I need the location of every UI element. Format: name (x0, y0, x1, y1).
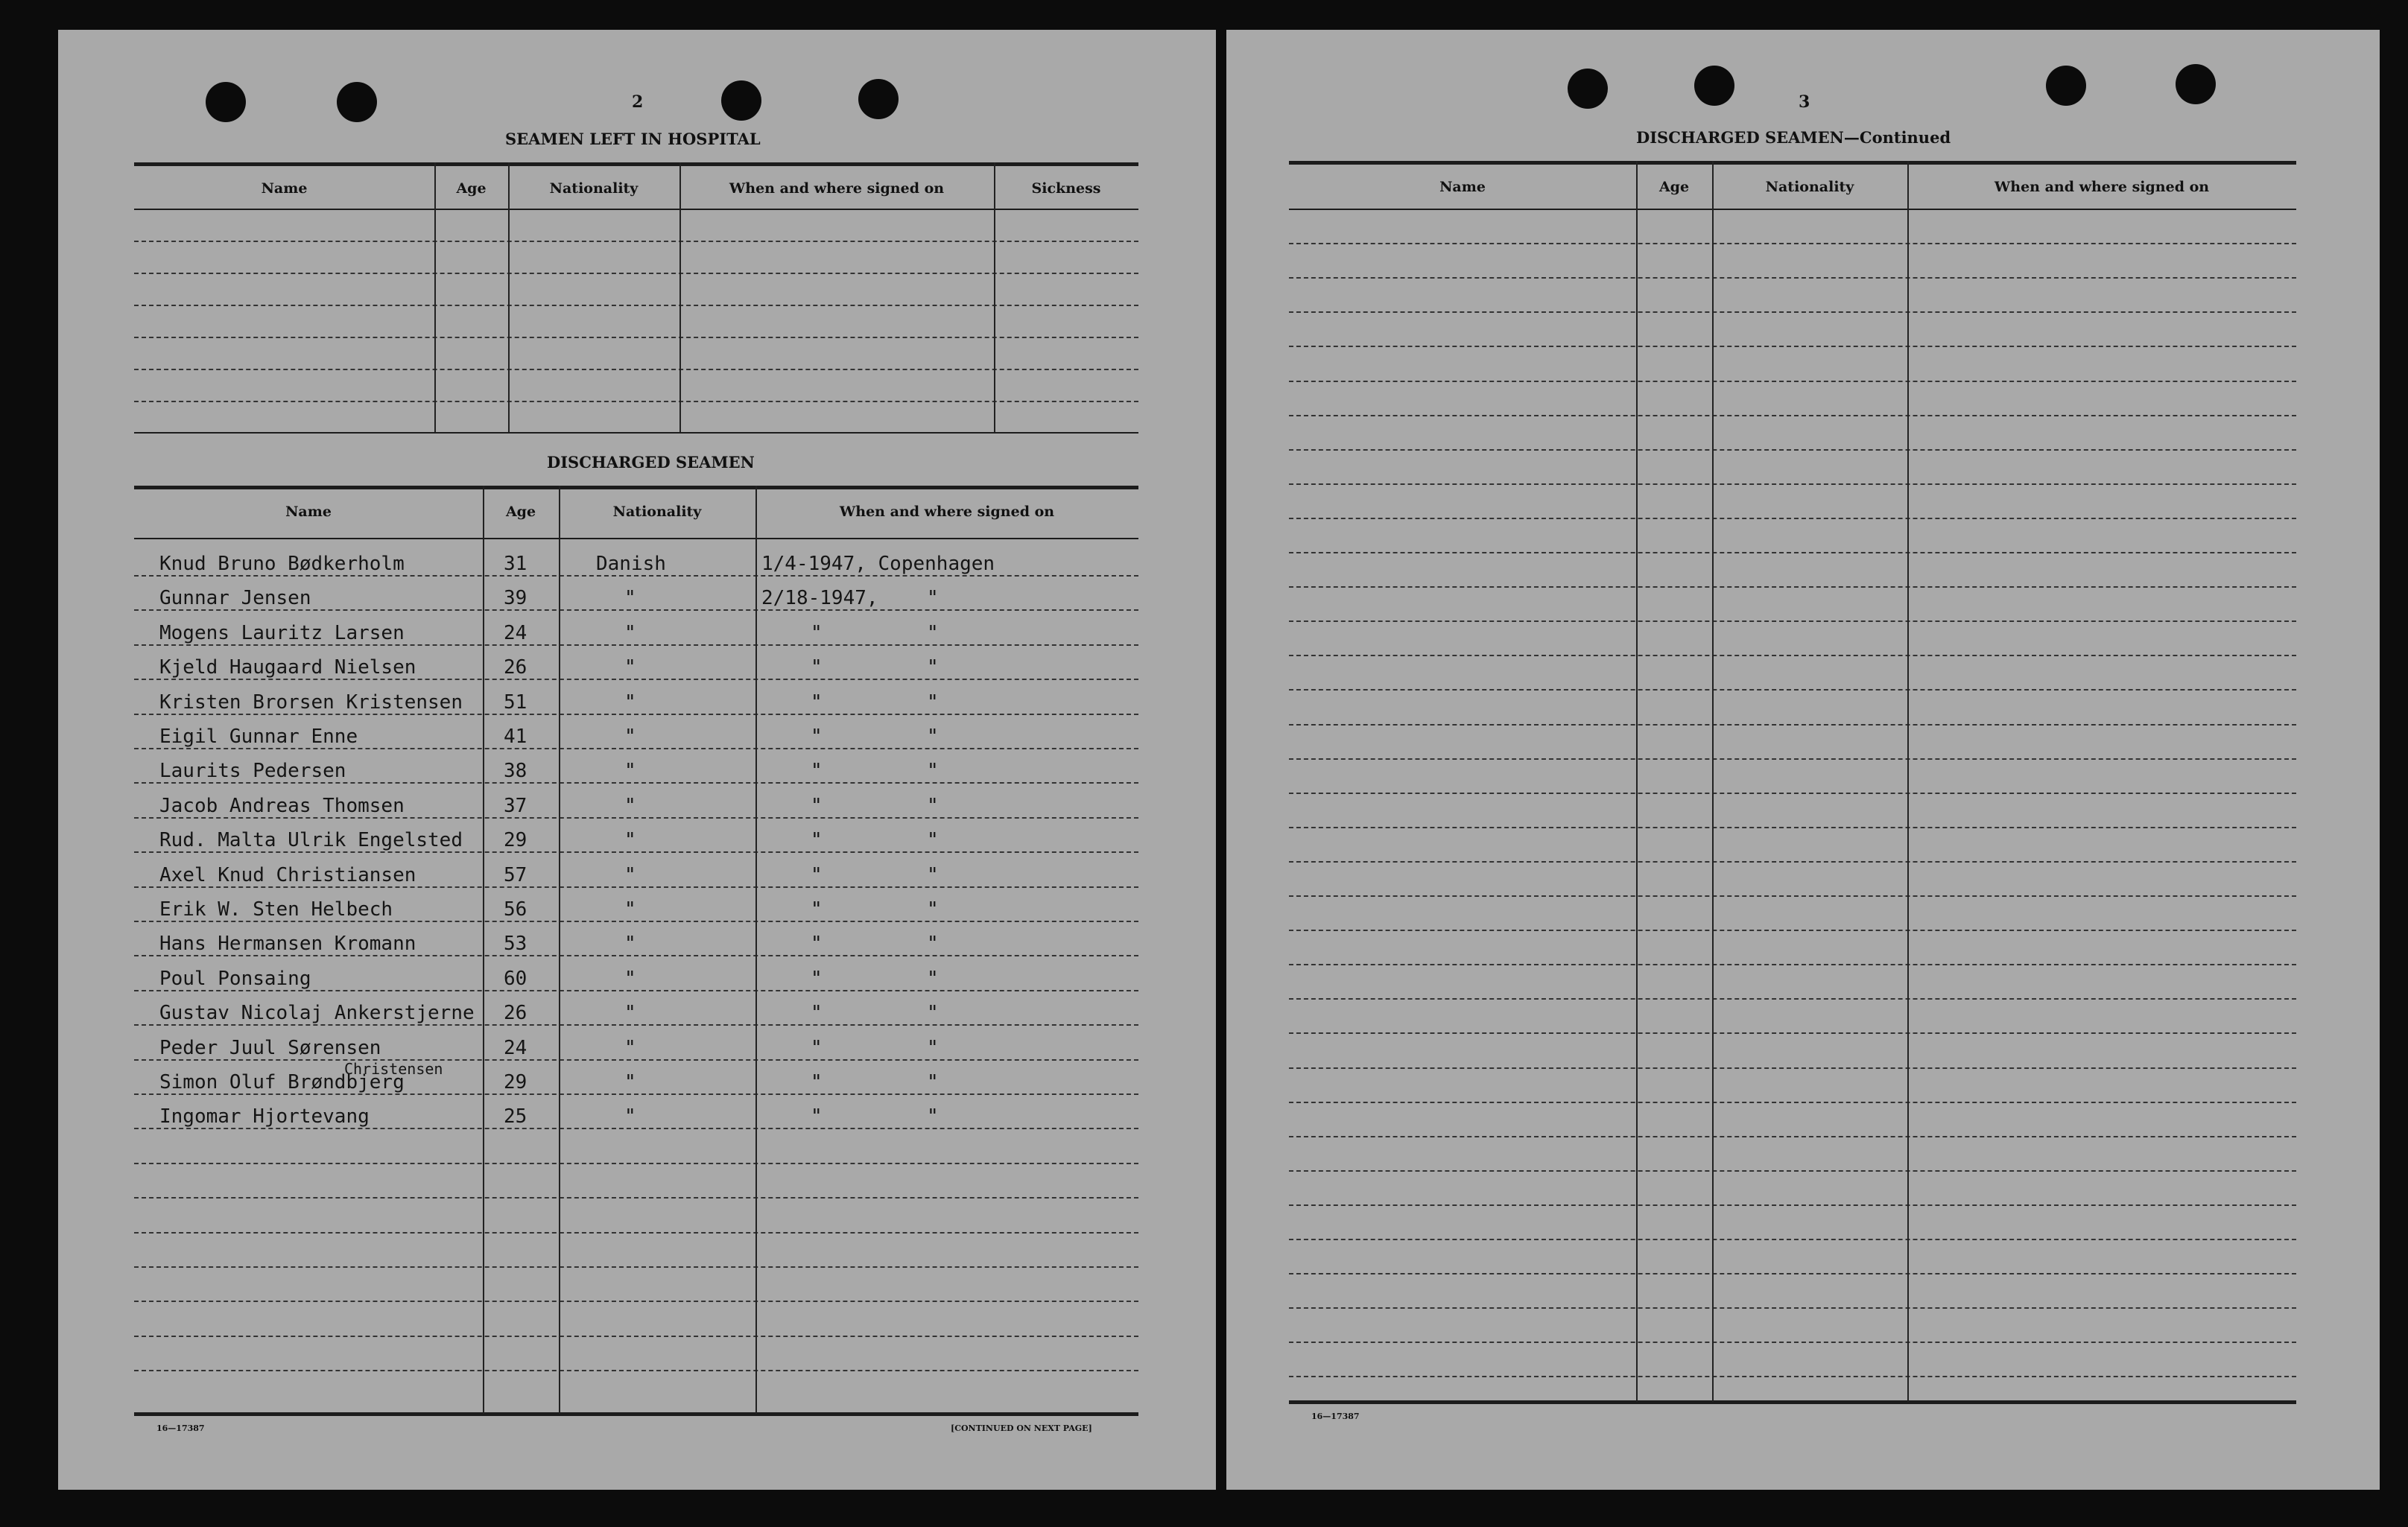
ruled-line (1289, 346, 2296, 347)
signed-on-place: " (927, 760, 939, 782)
ruled-line (134, 990, 1138, 991)
seaman-name: Jacob Andreas Thomsen (159, 795, 405, 817)
column-header-name: Name (261, 180, 308, 197)
continued-section-title: DISCHARGED SEAMEN—Continued (1636, 128, 1951, 147)
signed-on-date: " (811, 1037, 823, 1059)
ruled-line (134, 817, 1138, 819)
column-divider (755, 486, 757, 1414)
ruled-line (134, 1301, 1138, 1302)
punch-hole (2046, 66, 2086, 106)
seaman-age: 31 (504, 553, 527, 575)
ruled-line (134, 241, 1138, 242)
table-bottom-rule (134, 432, 1138, 434)
punch-hole (858, 79, 899, 119)
signed-on-date: " (811, 622, 823, 644)
ruled-line (1289, 620, 2296, 622)
ruled-line (1289, 1102, 2296, 1103)
ruled-line (1289, 415, 2296, 416)
seaman-age: 41 (504, 726, 527, 748)
ruled-line (134, 337, 1138, 338)
seaman-name: Ingomar Hjortevang (159, 1105, 370, 1128)
punch-hole (721, 80, 761, 121)
seaman-nationality: " (624, 622, 636, 644)
ruled-line (1289, 1273, 2296, 1274)
continued-note: [CONTINUED ON NEXT PAGE] (951, 1423, 1092, 1433)
left-page (58, 30, 1216, 1490)
ruled-line (1289, 1342, 2296, 1343)
seaman-name: Eigil Gunnar Enne (159, 726, 358, 748)
signed-on-date: " (811, 933, 823, 955)
ruled-line (134, 644, 1138, 646)
ruled-line (134, 955, 1138, 956)
ruled-line (1289, 1136, 2296, 1137)
column-divider (483, 486, 484, 1414)
ruled-line (1289, 861, 2296, 863)
ruled-line (1289, 1239, 2296, 1240)
signed-on-place: " (927, 1037, 939, 1059)
seaman-age: 37 (504, 795, 527, 817)
seaman-name: Poul Ponsaing (159, 968, 311, 990)
table-top-rule (134, 162, 1138, 166)
punch-hole (206, 82, 246, 122)
column-divider (508, 162, 510, 432)
ruled-line (1289, 483, 2296, 485)
name-annotation: Christensen (344, 1060, 443, 1078)
column-header-name: Name (1439, 179, 1486, 195)
ruled-line (1289, 1204, 2296, 1206)
column-divider (434, 162, 436, 432)
signed-on-place: " (927, 587, 939, 609)
signed-on-date: 2/18-1947, (761, 587, 878, 609)
column-header-sickness: Sickness (1031, 180, 1101, 197)
ruled-line (1289, 586, 2296, 588)
signed-on-date: " (811, 656, 823, 679)
seaman-age: 38 (504, 760, 527, 782)
ruled-line (134, 886, 1138, 888)
ruled-line (134, 921, 1138, 922)
signed-on-date: " (811, 1002, 823, 1024)
column-header-signed-on: When and where signed on (839, 504, 1055, 520)
ruled-line (134, 851, 1138, 853)
ruled-line (1289, 998, 2296, 1000)
ruled-line (1289, 518, 2296, 519)
punch-hole (337, 82, 377, 122)
ruled-line (134, 748, 1138, 749)
table-top-rule (1289, 161, 2296, 165)
signed-on-date: " (811, 829, 823, 851)
column-divider (1907, 161, 1909, 1402)
page-number: 3 (1799, 92, 1810, 112)
seaman-nationality: " (624, 1105, 636, 1128)
ruled-line (134, 1163, 1138, 1164)
ruled-line (1289, 724, 2296, 726)
punch-hole (1694, 66, 1734, 106)
ruled-line (1289, 1067, 2296, 1069)
signed-on-place: " (927, 1105, 939, 1128)
signed-on-place: " (927, 622, 939, 644)
signed-on-place: " (927, 864, 939, 886)
column-header-signed-on: When and where signed on (729, 180, 945, 197)
ruled-line (134, 679, 1138, 680)
punch-hole (2176, 64, 2216, 104)
signed-on-date: " (811, 760, 823, 782)
ruled-line (134, 609, 1138, 611)
signed-on-place: " (927, 795, 939, 817)
ruled-line (1289, 793, 2296, 794)
ruled-line (1289, 655, 2296, 656)
page-number: 2 (632, 92, 644, 112)
seaman-age: 24 (504, 1037, 527, 1059)
seaman-age: 26 (504, 1002, 527, 1024)
ruled-line (1289, 930, 2296, 931)
header-rule (134, 538, 1138, 539)
seaman-nationality: " (624, 933, 636, 955)
ruled-line (134, 1059, 1138, 1061)
ruled-line (1289, 1376, 2296, 1377)
seaman-name: Axel Knud Christiansen (159, 864, 416, 886)
signed-on-date: " (811, 968, 823, 990)
signed-on-date: " (811, 898, 823, 921)
ruled-line (134, 1336, 1138, 1337)
seaman-name: Gunnar Jensen (159, 587, 311, 609)
column-divider (559, 486, 560, 1414)
seaman-nationality: " (624, 760, 636, 782)
seaman-age: 29 (504, 1071, 527, 1093)
ruled-line (1289, 552, 2296, 553)
seaman-age: 57 (504, 864, 527, 886)
seaman-name: Hans Hermansen Kromann (159, 933, 416, 955)
signed-on-date: " (811, 864, 823, 886)
form-number: 16—17387 (1311, 1412, 1360, 1421)
seaman-name: Mogens Lauritz Larsen (159, 622, 405, 644)
ruled-line (134, 1232, 1138, 1234)
signed-on-date: " (811, 1071, 823, 1093)
seaman-name: Laurits Pedersen (159, 760, 346, 782)
header-rule (134, 209, 1138, 210)
signed-on-place: " (927, 898, 939, 921)
ruled-line (1289, 689, 2296, 691)
seaman-age: 39 (504, 587, 527, 609)
ruled-line (1289, 827, 2296, 828)
signed-on-place: " (927, 933, 939, 955)
seaman-nationality: " (624, 1002, 636, 1024)
ruled-line (1289, 1032, 2296, 1034)
signed-on-date: " (811, 1105, 823, 1128)
ruled-line (134, 273, 1138, 274)
table-top-rule (134, 486, 1138, 489)
ruled-line (134, 1370, 1138, 1371)
ruled-line (1289, 1170, 2296, 1172)
table-bottom-rule (1289, 1400, 2296, 1404)
seaman-nationality: " (624, 726, 636, 748)
ruled-line (1289, 964, 2296, 965)
ruled-line (1289, 243, 2296, 244)
ruled-line (1289, 449, 2296, 451)
seaman-nationality: " (624, 795, 636, 817)
column-header-age: Age (456, 180, 487, 197)
seaman-nationality: " (624, 1071, 636, 1093)
column-header-nationality: Nationality (1765, 179, 1854, 195)
ruled-line (134, 1024, 1138, 1026)
hospital-section-title: SEAMEN LEFT IN HOSPITAL (505, 130, 761, 148)
column-divider (1712, 161, 1714, 1402)
seaman-name: Peder Juul Sørensen (159, 1037, 381, 1059)
seaman-name: Kristen Brorsen Kristensen (159, 691, 463, 714)
ruled-line (134, 714, 1138, 715)
ruled-line (134, 305, 1138, 306)
seaman-nationality: " (624, 864, 636, 886)
seaman-age: 24 (504, 622, 527, 644)
ruled-line (134, 369, 1138, 370)
header-rule (1289, 209, 2296, 210)
discharged-section-title: DISCHARGED SEAMEN (547, 453, 755, 472)
signed-on-date: " (811, 795, 823, 817)
column-header-nationality: Nationality (612, 504, 702, 520)
signed-on-place: " (927, 656, 939, 679)
punch-hole (1568, 69, 1608, 109)
column-header-nationality: Nationality (549, 180, 639, 197)
seaman-nationality: " (624, 898, 636, 921)
ruled-line (134, 401, 1138, 402)
table-bottom-rule (134, 1412, 1138, 1416)
seaman-nationality: " (624, 691, 636, 714)
seaman-age: 56 (504, 898, 527, 921)
seaman-name: Kjeld Haugaard Nielsen (159, 656, 416, 679)
signed-on-place: " (927, 829, 939, 851)
signed-on-place: " (927, 691, 939, 714)
seaman-nationality: " (624, 587, 636, 609)
signed-on-place: " (927, 1071, 939, 1093)
seaman-age: 25 (504, 1105, 527, 1128)
signed-on-place: " (927, 726, 939, 748)
ruled-line (1289, 1307, 2296, 1309)
column-divider (1636, 161, 1638, 1402)
signed-on-date: 1/4-1947, Copenhagen (761, 553, 995, 575)
seaman-nationality: " (624, 829, 636, 851)
seaman-nationality: Danish (596, 553, 666, 575)
seaman-age: 60 (504, 968, 527, 990)
seaman-nationality: " (624, 656, 636, 679)
ruled-line (134, 1128, 1138, 1129)
seaman-name: Simon Oluf Brøndbjerg (159, 1071, 405, 1093)
seaman-name: Gustav Nicolaj Ankerstjerne (159, 1002, 475, 1024)
column-header-signed-on: When and where signed on (1994, 179, 2210, 195)
ruled-line (134, 782, 1138, 784)
ruled-line (1289, 277, 2296, 279)
ruled-line (134, 1197, 1138, 1199)
ruled-line (134, 1093, 1138, 1095)
ruled-line (134, 575, 1138, 577)
column-header-age: Age (505, 504, 536, 520)
seaman-age: 26 (504, 656, 527, 679)
signed-on-date: " (811, 726, 823, 748)
ruled-line (1289, 311, 2296, 313)
seaman-age: 53 (504, 933, 527, 955)
ruled-line (1289, 758, 2296, 760)
signed-on-date: " (811, 691, 823, 714)
seaman-nationality: " (624, 968, 636, 990)
signed-on-place: " (927, 1002, 939, 1024)
seaman-age: 29 (504, 829, 527, 851)
ruled-line (1289, 895, 2296, 897)
seaman-name: Erik W. Sten Helbech (159, 898, 393, 921)
ruled-line (1289, 381, 2296, 382)
seaman-age: 51 (504, 691, 527, 714)
column-divider (679, 162, 681, 432)
seaman-name: Knud Bruno Bødkerholm (159, 553, 405, 575)
right-page (1226, 30, 2380, 1490)
ruled-line (134, 1266, 1138, 1268)
signed-on-place: " (927, 968, 939, 990)
column-header-name: Name (285, 504, 332, 520)
column-divider (994, 162, 995, 432)
form-number: 16—17387 (156, 1423, 205, 1433)
column-header-age: Age (1658, 179, 1690, 195)
seaman-name: Rud. Malta Ulrik Engelsted (159, 829, 463, 851)
seaman-nationality: " (624, 1037, 636, 1059)
